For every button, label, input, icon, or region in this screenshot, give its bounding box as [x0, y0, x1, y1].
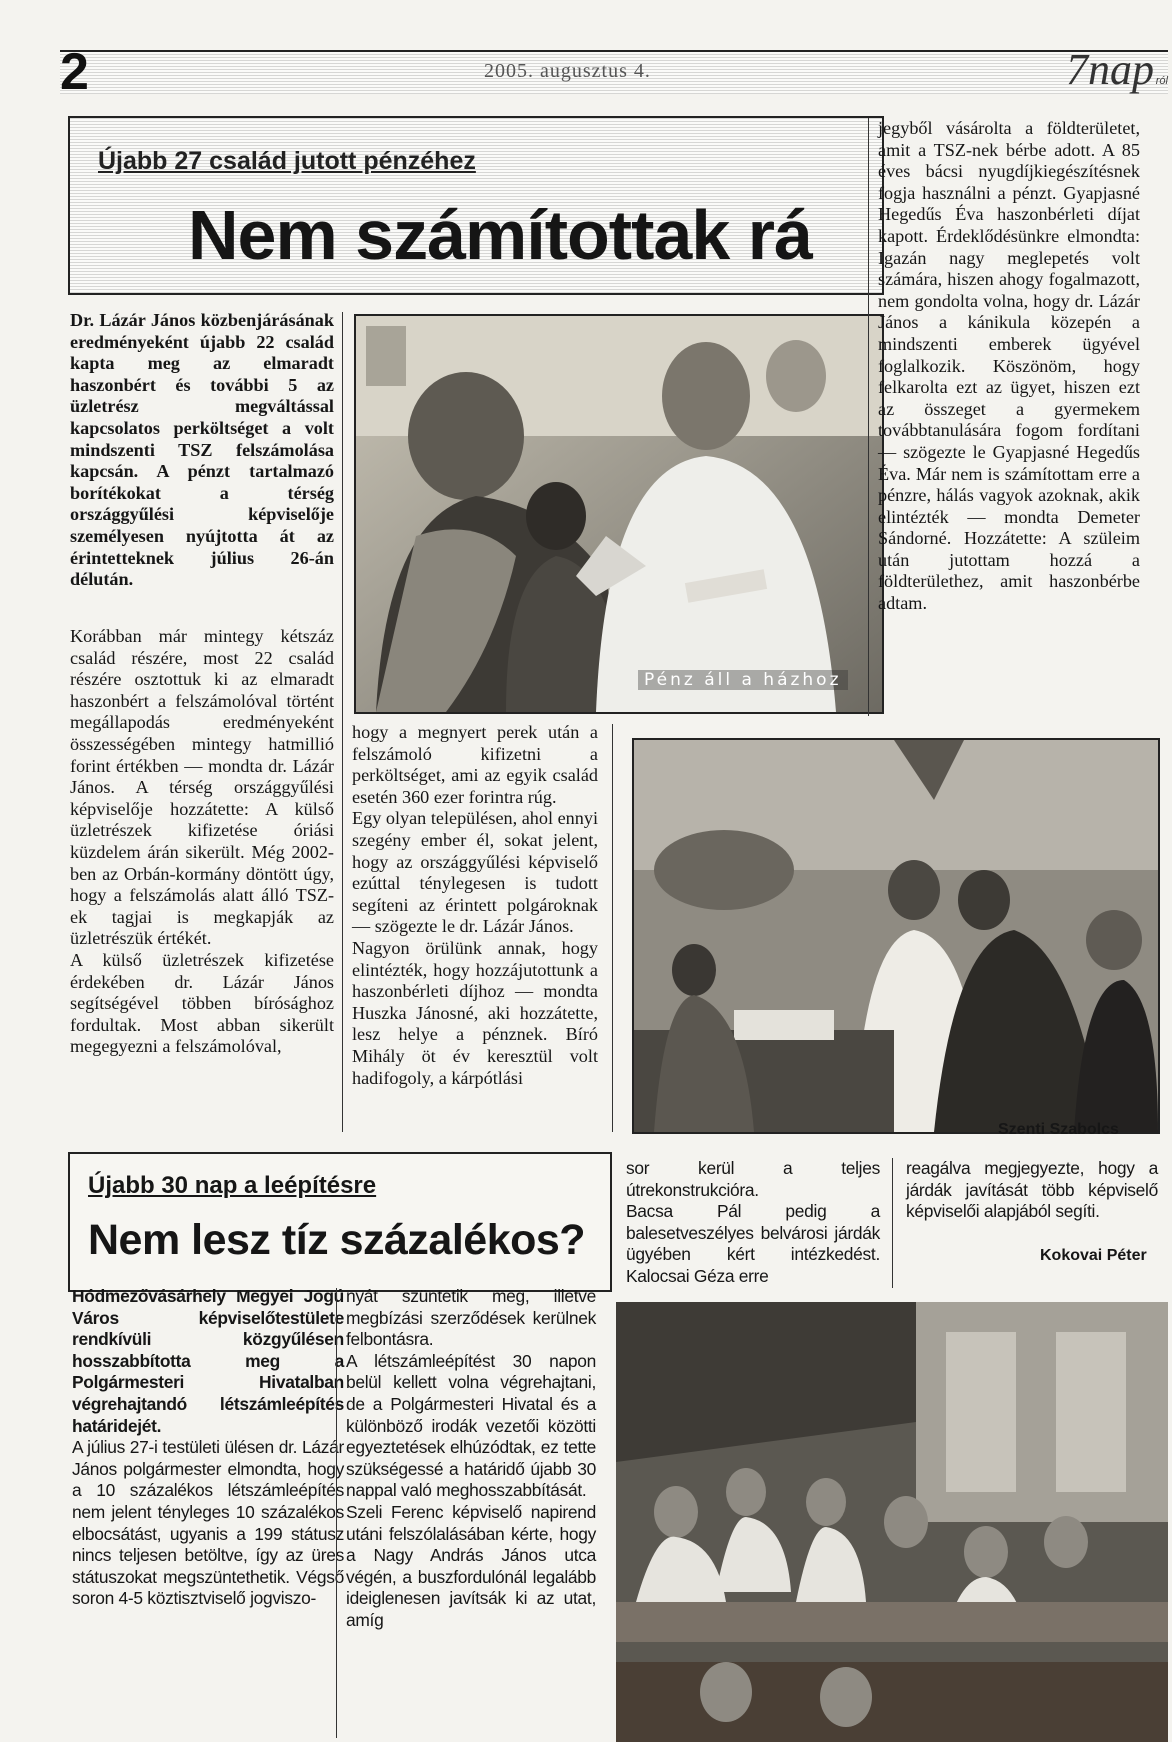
article1-paragraph: hogy a megnyert perek után a felszámoló kifizetni a perköltséget, ami az egyik család esetén 360 ezer forintra rúg.: [352, 722, 598, 807]
article1-kicker: Újabb 27 család jutott pénzéhez: [98, 147, 476, 175]
article1-paragraph: Korábban már mintegy kétszáz család részére, most 22 család részére osztottuk ki az elmaradt haszonbért a felszámolóval történt megállapodás eredményeként összességében mintegy hatmillió forint értékben — mondta dr. Lázár János. A térség országgyűlési képviselője hozzátette: A külső üzletrészek kifizetése óriási küzdelem árán sikerült. Még 2002-ben az Orbán-kormány döntött úgy, hogy a felszámolás alatt álló TSZ-ek tagjai is megkapják az üzletrészük értékét.: [70, 626, 334, 949]
article2-author: Kokovai Péter: [1040, 1247, 1147, 1264]
article2-paragraph: A létszámleépítést 30 napon belül kellett volna végrehajtani, de a Polgármesteri Hivatal és a különböző irodák vezetői közötti egyeztetések elhúzódtak, ez tette szükségessé a határidő újabb 30 nappal való meghosszabbítását.: [346, 1350, 596, 1501]
article2-column-2: [346, 1286, 596, 1632]
column-divider: [342, 312, 343, 1132]
article2-title: Nem lesz tíz százalékos?: [88, 1216, 586, 1264]
brand-logo-suffix: ról: [1155, 75, 1168, 87]
article2-paragraph: Bacsa Pál pedig a balesetveszélyes belvárosi járdák ügyében kért intézkedést. Kalocsai Géza erre: [626, 1201, 880, 1286]
article1-photo-handover: [354, 314, 884, 714]
article2-column-3: [626, 1158, 880, 1288]
brand-logo: 7nap: [1066, 45, 1154, 94]
column-divider: [612, 724, 613, 1132]
article2-paragraph: Szeli Ferenc képviselő napirend utáni felszólalásában kérte, hogy a Nagy András János utca végén, a buszfordulónál legalább ideiglenesen javítsák ki az utat, amíg: [346, 1501, 596, 1630]
article1-column-2: [352, 722, 598, 1089]
article2-lead: Hódmezővásárhely Megyei Jogú Város képviselőtestülete rendkívüli közgyűlésen hosszabbította meg a Polgármesteri Hivatalban végrehajtandó létszámleépítés határidejét.: [72, 1286, 344, 1436]
article1-lead: Dr. Lázár János közbenjárásának eredményeként újabb 22 család kapta meg az elmaradt haszonbért és további 5 az üzletrész megváltással kapcsolatos perköltséget a volt mindszenti TSZ felszámolása kapcsán. A pénzt tartalmazó borítékokat a térség országgyűlési képviselője személyesen nyújtotta át az érintetteknek július 26-án délután.: [70, 310, 334, 590]
article1-paragraph: Egy olyan településen, ahol ennyi szegény ember él, sokat jelent, hogy az országgyűlési képviselő ezúttal ténylegesen is tudott segíteni az érintett polgároknak — szögezte le dr. Lázár János.: [352, 808, 598, 937]
article2-kicker: Újabb 30 nap a leépítésre: [88, 1172, 377, 1199]
article2-photo-council: [616, 1302, 1168, 1742]
article1-author: Szenti Szabolcs: [998, 1121, 1119, 1138]
column-divider: [868, 118, 869, 716]
article1-column-1: [70, 310, 334, 591]
article1-column-3: [878, 118, 1140, 615]
article1-photo-meeting: [632, 738, 1160, 1134]
masthead: [60, 43, 1168, 101]
photo-image: [356, 316, 882, 712]
column-divider: [892, 1158, 893, 1288]
issue-date: 2005. augusztus 4.: [484, 60, 651, 82]
article2-header-box: [68, 1152, 612, 1292]
article1-column-1-body: [70, 626, 334, 1058]
article1-title: Nem számítottak rá: [188, 196, 812, 274]
article1-paragraph: A külső üzletrészek kifizetése érdekében dr. Lázár János segítségével többen bírósághoz fordultak. Most abban sikerült megegyezni a felszámolóval,: [70, 949, 334, 1057]
column-divider: [336, 1288, 337, 1738]
article2-paragraph: A július 27-i testületi ülésen dr. Lázár János polgármester elmondta, hogy a 10 százalékos létszámleépítés nem jelent tényleges 10 százalékos elbocsátást, ugyanis a 199 státusz nincs teljesen betöltve, így az üres státuszokat megszüntethetik. Végső soron 4-5 köztisztviselő jogviszo-: [72, 1437, 344, 1609]
article2-paragraph: nyát szüntetik meg, illetve megbízási szerződések kerülnek felbontásra.: [346, 1286, 596, 1350]
article2-column-4: [906, 1158, 1158, 1223]
photo-image: [634, 740, 1158, 1132]
article2-paragraph: reagálva megjegyezte, hogy a járdák javítását több képviselő képviselői alapjából segíti.: [906, 1158, 1158, 1222]
article2-column-1: [72, 1286, 344, 1610]
article1-header-box: [68, 116, 884, 295]
article1-photo-caption: Pénz áll a házhoz: [638, 670, 848, 690]
photo-image: [616, 1302, 1168, 1742]
article1-paragraph: Nagyon örülünk annak, hogy elintézték, hogy hozzájutottunk a haszonbérleti díjhoz — mondta Huszka Jánosné, aki hozzátette, lesz helye a pénznek. Bíró Mihály öt év keresztül volt hadifogoly, a kárpótlási: [352, 937, 598, 1088]
article1-paragraph: jegyből vásárolta a földterületet, amit a TSZ-nek bérbe adott. A 85 éves bácsi nyugdíjkiegészítésnek fogja használni a pénzt. Gyapjasné Hegedűs Éva haszonbérleti díjat kapott. Érdeklődésünkre elmondta: Igazán nagy meglepetés volt számára, hiszen ahogy fogalmazott, nem gondolta volna, hogy dr. Lázár János a kánikula közepén a mindszenti emberek ügyével foglalkozik. Köszönöm, hogy felkarolta ezt az ügyet, hiszen ezt az összeget a gyermekem továbbtanulására fogom fordítani — szögezte le Gyapjasné Hegedűs Éva. Már nem is számítottam erre a pénzre, hálás vagyok azoknak, akik elintézték — mondta Demeter Sándorné. Hozzátette: A szüleim után jutottam hozzá a földterülethez, amit haszonbérbe adtam.: [878, 118, 1140, 614]
page-number: 2: [60, 43, 89, 101]
article2-paragraph: sor kerül a teljes útrekonstrukcióra.: [626, 1158, 880, 1200]
